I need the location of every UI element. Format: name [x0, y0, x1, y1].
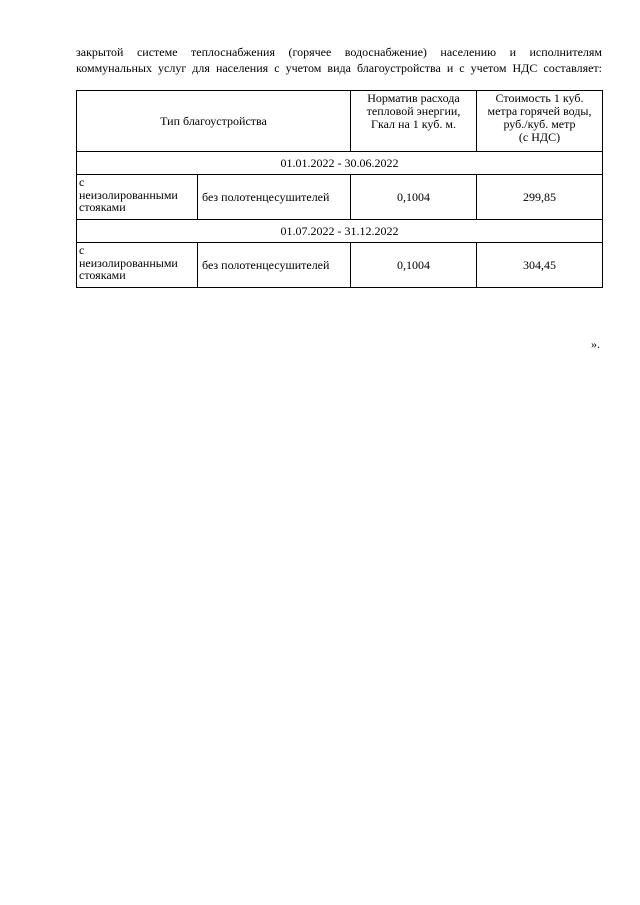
header-cost-line: метра горячей воды,	[487, 104, 592, 118]
cell-norm: 0,1004	[351, 243, 477, 288]
cell-subtype: без полотенцесушителей	[198, 243, 351, 288]
cell-cost: 304,45	[477, 243, 603, 288]
table-row	[77, 175, 603, 220]
table-header-row	[77, 91, 603, 152]
table-row	[77, 243, 603, 288]
cell-subtype: без полотенцесушителей	[198, 175, 351, 220]
document-page	[76, 44, 602, 351]
header-norm-line: Гкал на 1 куб. м.	[371, 117, 456, 131]
header-norm-line: Норматив расхода	[367, 91, 460, 105]
intro-paragraph	[76, 44, 602, 76]
header-norm	[351, 91, 477, 152]
cell-cost: 299,85	[477, 175, 603, 220]
cell-type-line: неизолированными	[79, 187, 178, 202]
intro-line-1: закрытой системе теплоснабжения (горячее водоснабжение) населению и исполнителям	[76, 45, 602, 59]
tariff-table	[76, 90, 603, 288]
intro-line-2: коммунальных услуг для населения с учетом вида благоустройства и с учетом НДС составляет:	[76, 61, 602, 75]
period-label: 01.01.2022 - 30.06.2022	[77, 152, 603, 175]
cell-type	[77, 175, 198, 220]
header-cost-line: Стоимость 1 куб.	[495, 91, 584, 105]
header-cost	[477, 91, 603, 152]
cell-type	[77, 243, 198, 288]
period-row	[77, 152, 603, 175]
cell-type-line: с	[79, 243, 85, 257]
cell-type-line: с	[79, 175, 85, 189]
period-row	[77, 220, 603, 243]
closing-quote: ».	[591, 337, 600, 351]
cell-type-line: стояками	[79, 268, 126, 282]
cell-type-line: стояками	[79, 200, 126, 214]
cell-type-line: неизолированными	[79, 255, 178, 270]
period-label: 01.07.2022 - 31.12.2022	[77, 220, 603, 243]
cell-norm: 0,1004	[351, 175, 477, 220]
header-cost-line: (с НДС)	[518, 130, 561, 144]
header-norm-line: тепловой энергии,	[366, 104, 461, 118]
header-cost-line: руб./куб. метр	[503, 117, 576, 131]
header-type: Тип благоустройства	[77, 91, 351, 152]
